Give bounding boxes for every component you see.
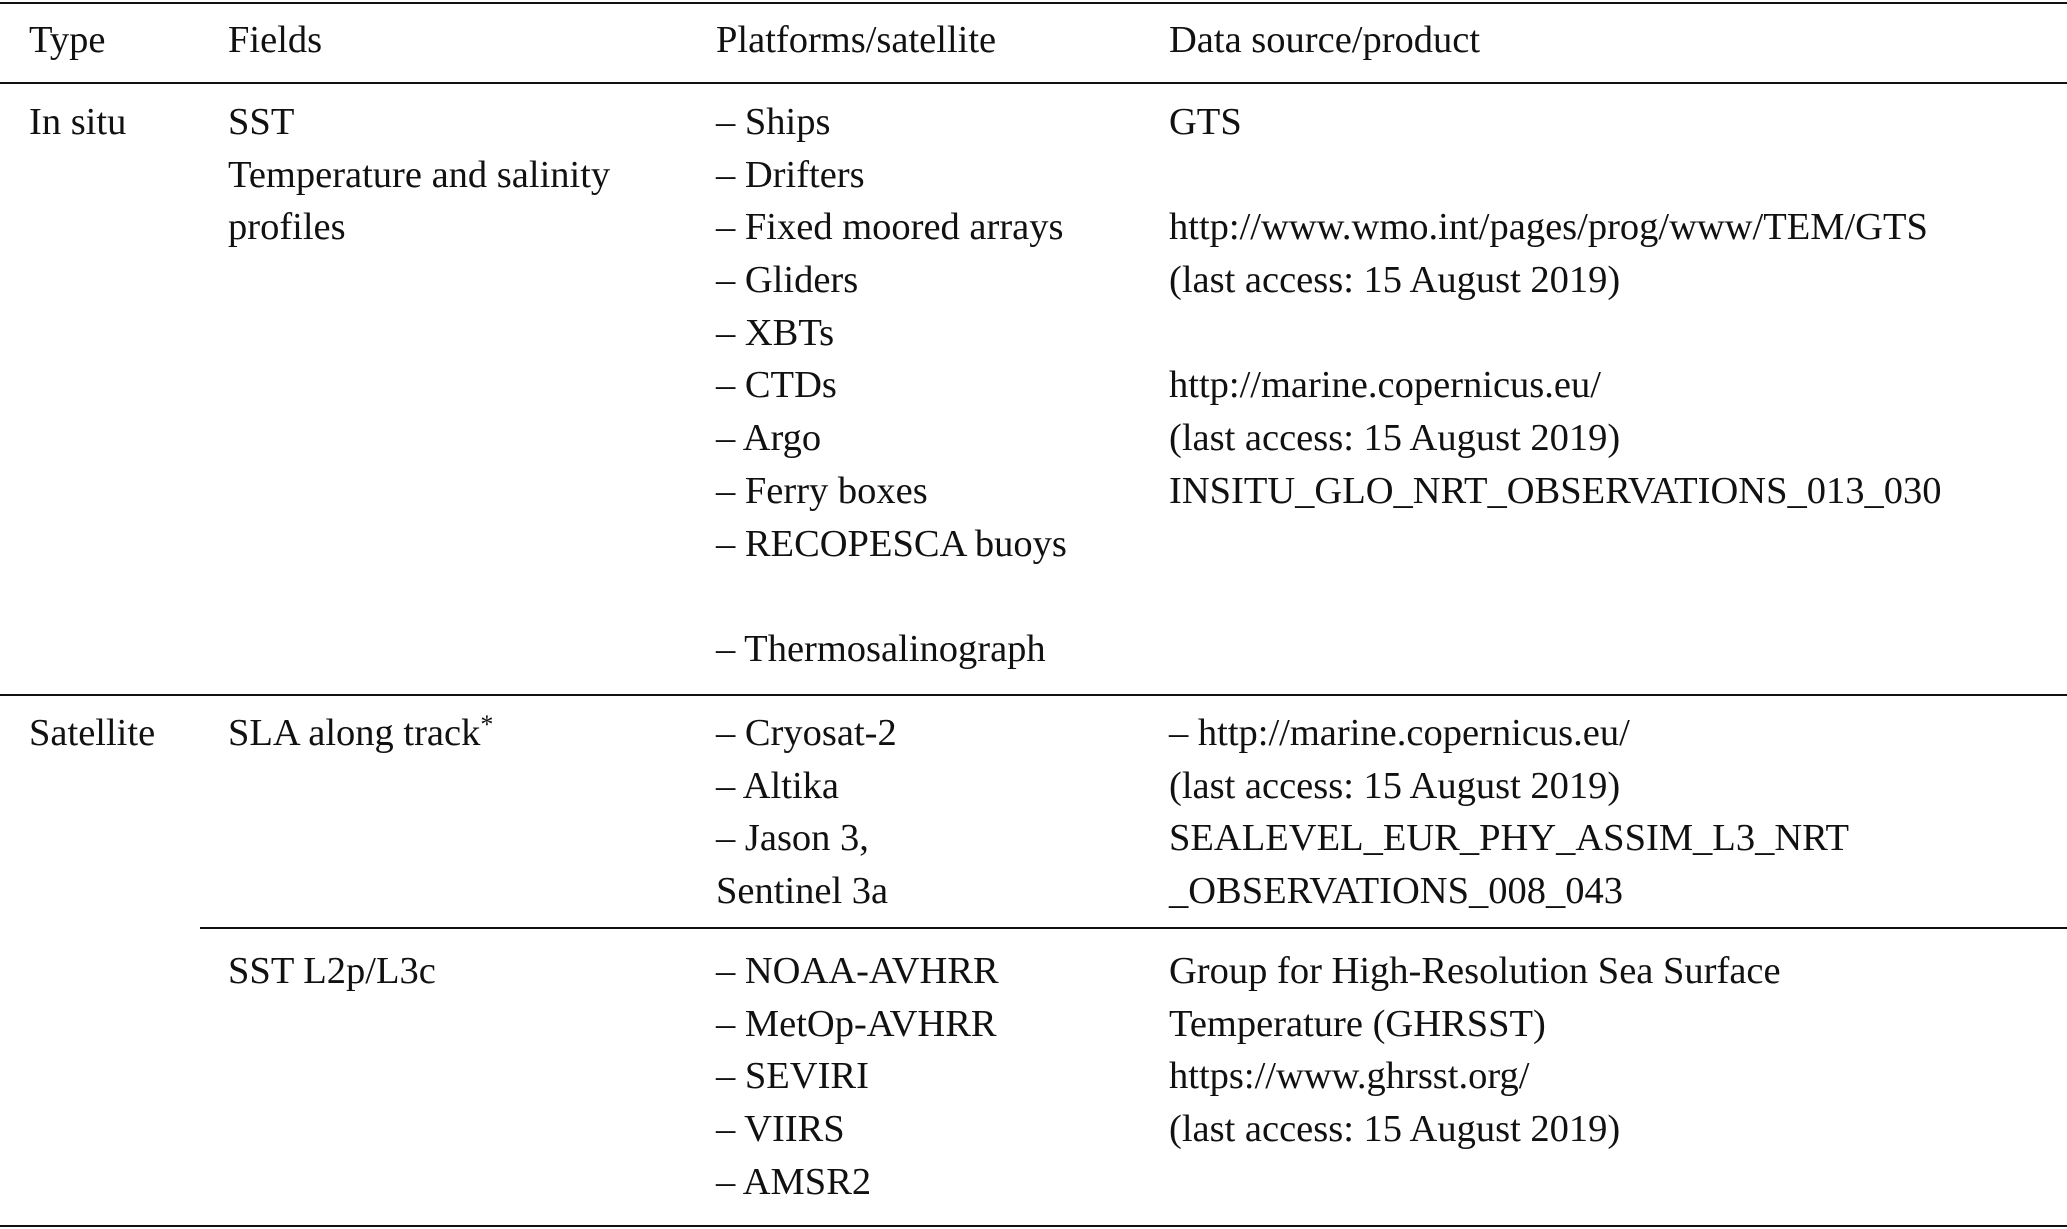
cell-line: – NOAA-AVHRR [716, 950, 999, 992]
row-sources [1169, 707, 1849, 918]
cell-line: Temperature and salinity [228, 153, 611, 196]
cell-line: – MetOp-AVHRR [716, 1002, 997, 1045]
cell-line: profiles [228, 206, 346, 249]
cell-line: – VIIRS [716, 1108, 845, 1151]
row-platforms [716, 96, 1067, 676]
cell-line: – http://marine.copernicus.eu/ [1169, 712, 1630, 754]
cell-line: Sentinel 3a [716, 870, 889, 913]
cell-line: (last access: 15 August 2019) [1169, 764, 1621, 807]
bottom-rule [0, 1225, 2067, 1227]
cell-line: – AMSR2 [716, 1160, 872, 1203]
cell-line: (last access: 15 August 2019) [1169, 1108, 1621, 1151]
cell-line: SEALEVEL_EUR_PHY_ASSIM_L3_NRT [1169, 817, 1850, 860]
cell-line: – Thermosalinograph [716, 627, 1046, 670]
cell-line: https://www.ghrsst.org/ [1169, 1055, 1530, 1098]
subrow-rule [200, 927, 2067, 929]
cell-line: INSITU_GLO_NRT_OBSERVATIONS_013_030 [1169, 469, 1942, 512]
cell-line: (last access: 15 August 2019) [1169, 259, 1621, 302]
row-fields [228, 945, 436, 998]
header-type: Type [29, 19, 106, 61]
cell-line: – SEVIRI [716, 1055, 869, 1098]
header-platforms: Platforms/satellite [716, 19, 997, 61]
cell-line: Group for High-Resolution Sea Surface [1169, 950, 1781, 992]
field-text: SLA along track [228, 712, 481, 754]
cell-line: – Ferry boxes [716, 469, 928, 512]
cell-line: SST L2p/L3c [228, 950, 436, 992]
cell-line: – Argo [716, 417, 822, 460]
cell-line: http://marine.copernicus.eu/ [1169, 364, 1601, 407]
cell-line: http://www.wmo.int/pages/prog/www/TEM/GTS [1169, 206, 1928, 249]
cell-line [716, 570, 1067, 623]
top-rule [0, 2, 2067, 4]
cell-line: Temperature (GHRSST) [1169, 1002, 1546, 1045]
cell-line: – Gliders [716, 259, 859, 302]
cell-line [1169, 307, 1941, 360]
row-fields [228, 707, 493, 760]
cell-line: – Jason 3, [716, 817, 869, 860]
header-source: Data source/product [1169, 19, 1481, 61]
cell-line: – Ships [716, 101, 831, 143]
cell-line: _OBSERVATIONS_008_043 [1169, 870, 1623, 913]
footnote-mark: * [480, 710, 494, 739]
cell-line: (last access: 15 August 2019) [1169, 417, 1621, 460]
cell-line: – RECOPESCA buoys [716, 522, 1067, 565]
cell-line: – Cryosat-2 [716, 712, 897, 754]
cell-line: – XBTs [716, 311, 835, 354]
row-sources [1169, 96, 1941, 518]
cell-line: – Drifters [716, 153, 865, 196]
cell-line: GTS [1169, 101, 1242, 143]
cell-line: – CTDs [716, 364, 837, 407]
row-fields [228, 96, 610, 254]
section-rule [0, 694, 2067, 696]
row-platforms [716, 945, 999, 1208]
cell-line [1169, 149, 1941, 202]
header-rule [0, 82, 2067, 84]
row-platforms [716, 707, 897, 918]
cell-line: SST [228, 101, 295, 143]
cell-line: – Fixed moored arrays [716, 206, 1064, 249]
header-fields: Fields [228, 19, 323, 61]
row-type: Satellite [29, 712, 156, 754]
row-sources [1169, 945, 1781, 1156]
cell-line: – Altika [716, 764, 839, 807]
row-type: In situ [29, 101, 127, 143]
